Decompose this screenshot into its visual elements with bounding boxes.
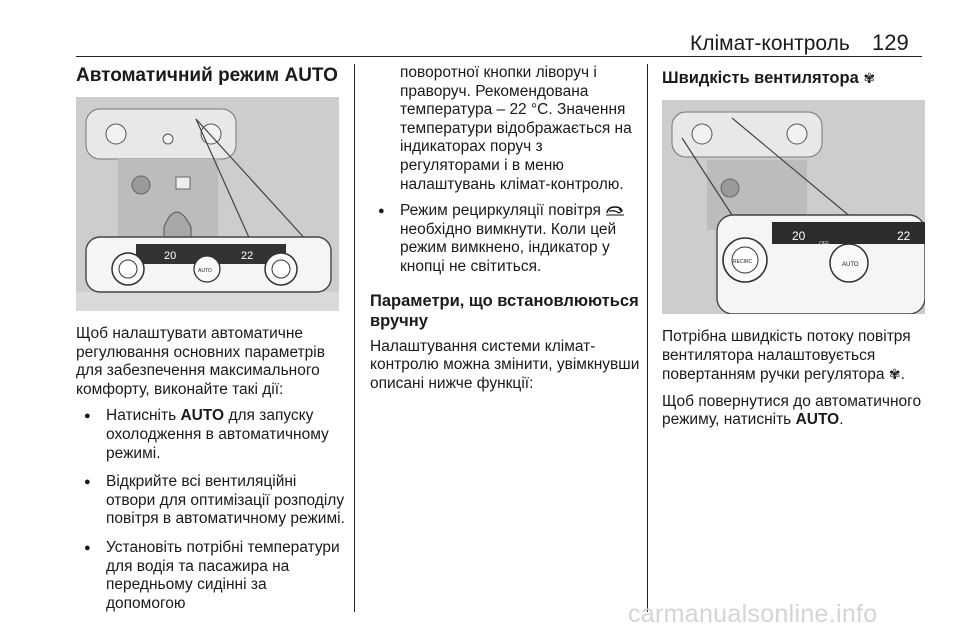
- fan-paragraph-1: [662, 328, 924, 385]
- list-item: ● Відкрийте всі вентиляційні отвори для оптимізації розподілу повітря в автоматичному режимі.: [76, 473, 348, 529]
- bullet3-continuation: поворотної кнопки ліворуч і праворуч. Рекомендована температура – 22 °C. Значення температури відображається на індикаторах поруч з регуляторами і в меню налаштувань клімат-контролю.: [400, 64, 632, 193]
- auto-steps-list: [76, 407, 348, 613]
- column-1: [76, 64, 348, 613]
- fan-p2-pre: Щоб повернутися до автоматичного режиму, натисніть: [662, 392, 922, 429]
- list-item: ● Установіть потрібні температури для водія та пасажира на передньому сидінні за допомогою: [76, 539, 348, 613]
- column-2: [370, 64, 640, 393]
- intro-paragraph: Щоб налаштувати автоматичне регулювання основних параметрів для забезпечення максимального комфорту, виконайте такі дії:: [76, 325, 325, 398]
- bullet4-pre: Режим рециркуляції повітря: [400, 202, 601, 220]
- fan-icon: ✾: [888, 366, 901, 383]
- figure-temp-left: 20: [792, 229, 806, 243]
- running-header-title: Клімат-контроль: [690, 32, 850, 55]
- recirc-list: [370, 202, 640, 276]
- watermark: carmanualsonline.info: [628, 600, 878, 628]
- fan-p1-pre: Потрібна швидкість потоку повітря вентилятора налаштовується повертанням ручки регулятора: [662, 328, 911, 384]
- fan-paragraph-2: [662, 393, 924, 430]
- fan-p2-auto: AUTO: [795, 411, 840, 429]
- fan-icon: ✾: [863, 70, 876, 86]
- section-heading-auto: Автоматичний режим AUTO: [76, 65, 338, 86]
- page-number: 129: [872, 30, 909, 55]
- bullet4-post: необхідно вимкнути. Коли цей режим вимкнено, індикатор у кнопці не світиться.: [400, 220, 617, 275]
- fan-heading-text: Швидкість вентилятора: [662, 69, 859, 87]
- recirculation-icon: [605, 204, 625, 216]
- list-item: [76, 407, 348, 463]
- figure-climate-panel-auto: [76, 97, 339, 311]
- section-heading-fan: [662, 68, 924, 88]
- section-heading-manual: Параметри, що встановлюються вручну: [370, 291, 639, 330]
- column-divider-right: [647, 64, 648, 612]
- column-3: [662, 64, 924, 430]
- fan-p2-post: .: [839, 411, 844, 429]
- header-rule: [76, 56, 922, 57]
- column-divider-left: [354, 64, 355, 612]
- figure-recirc-label: RECIRC: [733, 259, 753, 265]
- figure-temp-right: 22: [241, 250, 254, 262]
- fan-panel-illustration: [662, 100, 925, 314]
- figure-temp-right: 22: [897, 229, 911, 243]
- figure-auto-label: AUTO: [198, 268, 212, 274]
- list-item: [370, 202, 640, 276]
- fan-p1-post: .: [900, 366, 905, 384]
- figure-temp-left: 20: [164, 250, 177, 262]
- bullet1-auto: AUTO: [180, 407, 225, 425]
- figure-off-label: OFF: [819, 241, 829, 247]
- bullet1-pre: Натисніть: [106, 407, 177, 425]
- figure-climate-panel-fan: [662, 100, 925, 314]
- climate-panel-illustration: [76, 97, 339, 311]
- bullet1-post: для запуску охолодження в автоматичному режимі.: [106, 407, 329, 462]
- manual-paragraph: Налаштування системи клімат-контролю можна змінити, увімкнувши описані нижче функції:: [370, 337, 640, 392]
- figure-auto-label: AUTO: [842, 262, 859, 268]
